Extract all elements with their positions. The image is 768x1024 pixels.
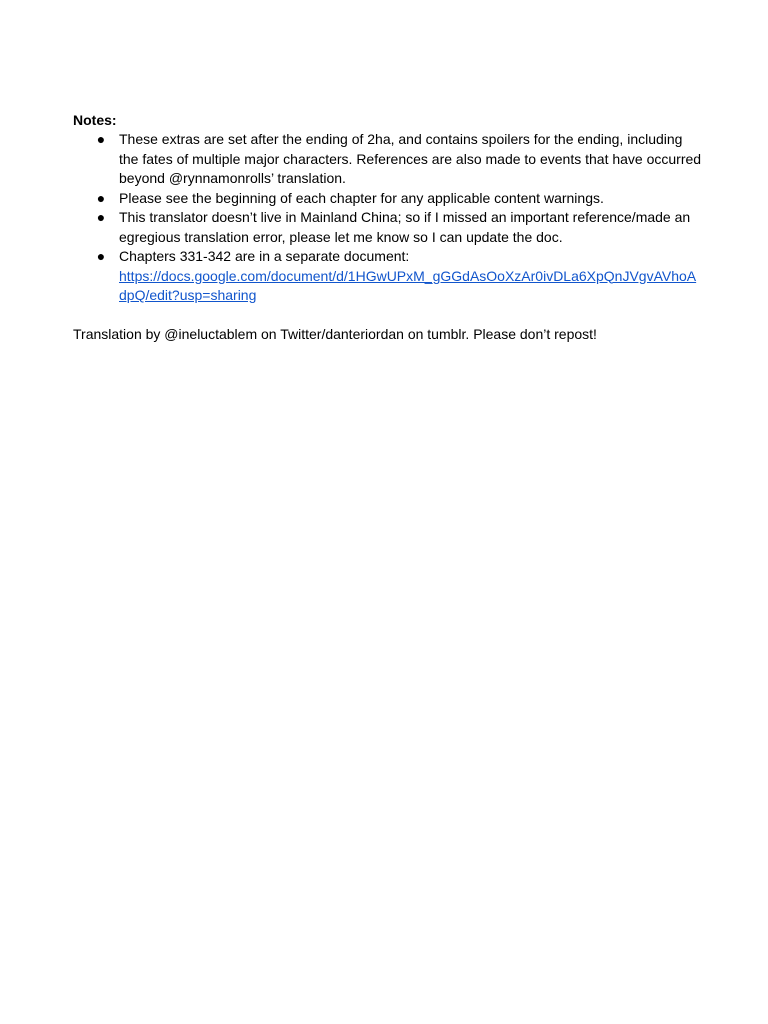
note-text: These extras are set after the ending of 2ha, and contains spoilers for the ending, including the fates of multiple major characters. References are also made to events that have occurred beyond @rynnamonrolls’ translation. xyxy=(119,131,702,186)
bullet-icon: ● xyxy=(96,209,106,225)
list-item xyxy=(73,208,703,247)
translation-credit: Translation by @ineluctablem on Twitter/danteriordan on tumblr. Please don’t repost! xyxy=(73,326,597,342)
list-item xyxy=(73,130,703,189)
notes-list xyxy=(73,130,703,306)
bullet-icon: ● xyxy=(96,248,106,264)
bullet-icon: ● xyxy=(96,131,106,147)
list-item xyxy=(73,189,703,209)
list-item xyxy=(73,247,703,306)
notes-heading: Notes: xyxy=(73,112,117,128)
note-text: Chapters 331-342 are in a separate document: xyxy=(119,248,410,264)
bullet-icon: ● xyxy=(96,189,106,206)
document-link[interactable]: https://docs.google.com/document/d/1HGwUPxM_gGGdAsOoXzAr0ivDLa6XpQnJVgvAVhoAdpQ/edit?usp=sharing xyxy=(119,267,697,303)
note-text: This translator doesn’t live in Mainland China; so if I missed an important reference/made an egregious translation error, please let me know so I can update the doc. xyxy=(119,209,691,245)
note-text: Please see the beginning of each chapter for any applicable content warnings. xyxy=(119,189,604,206)
